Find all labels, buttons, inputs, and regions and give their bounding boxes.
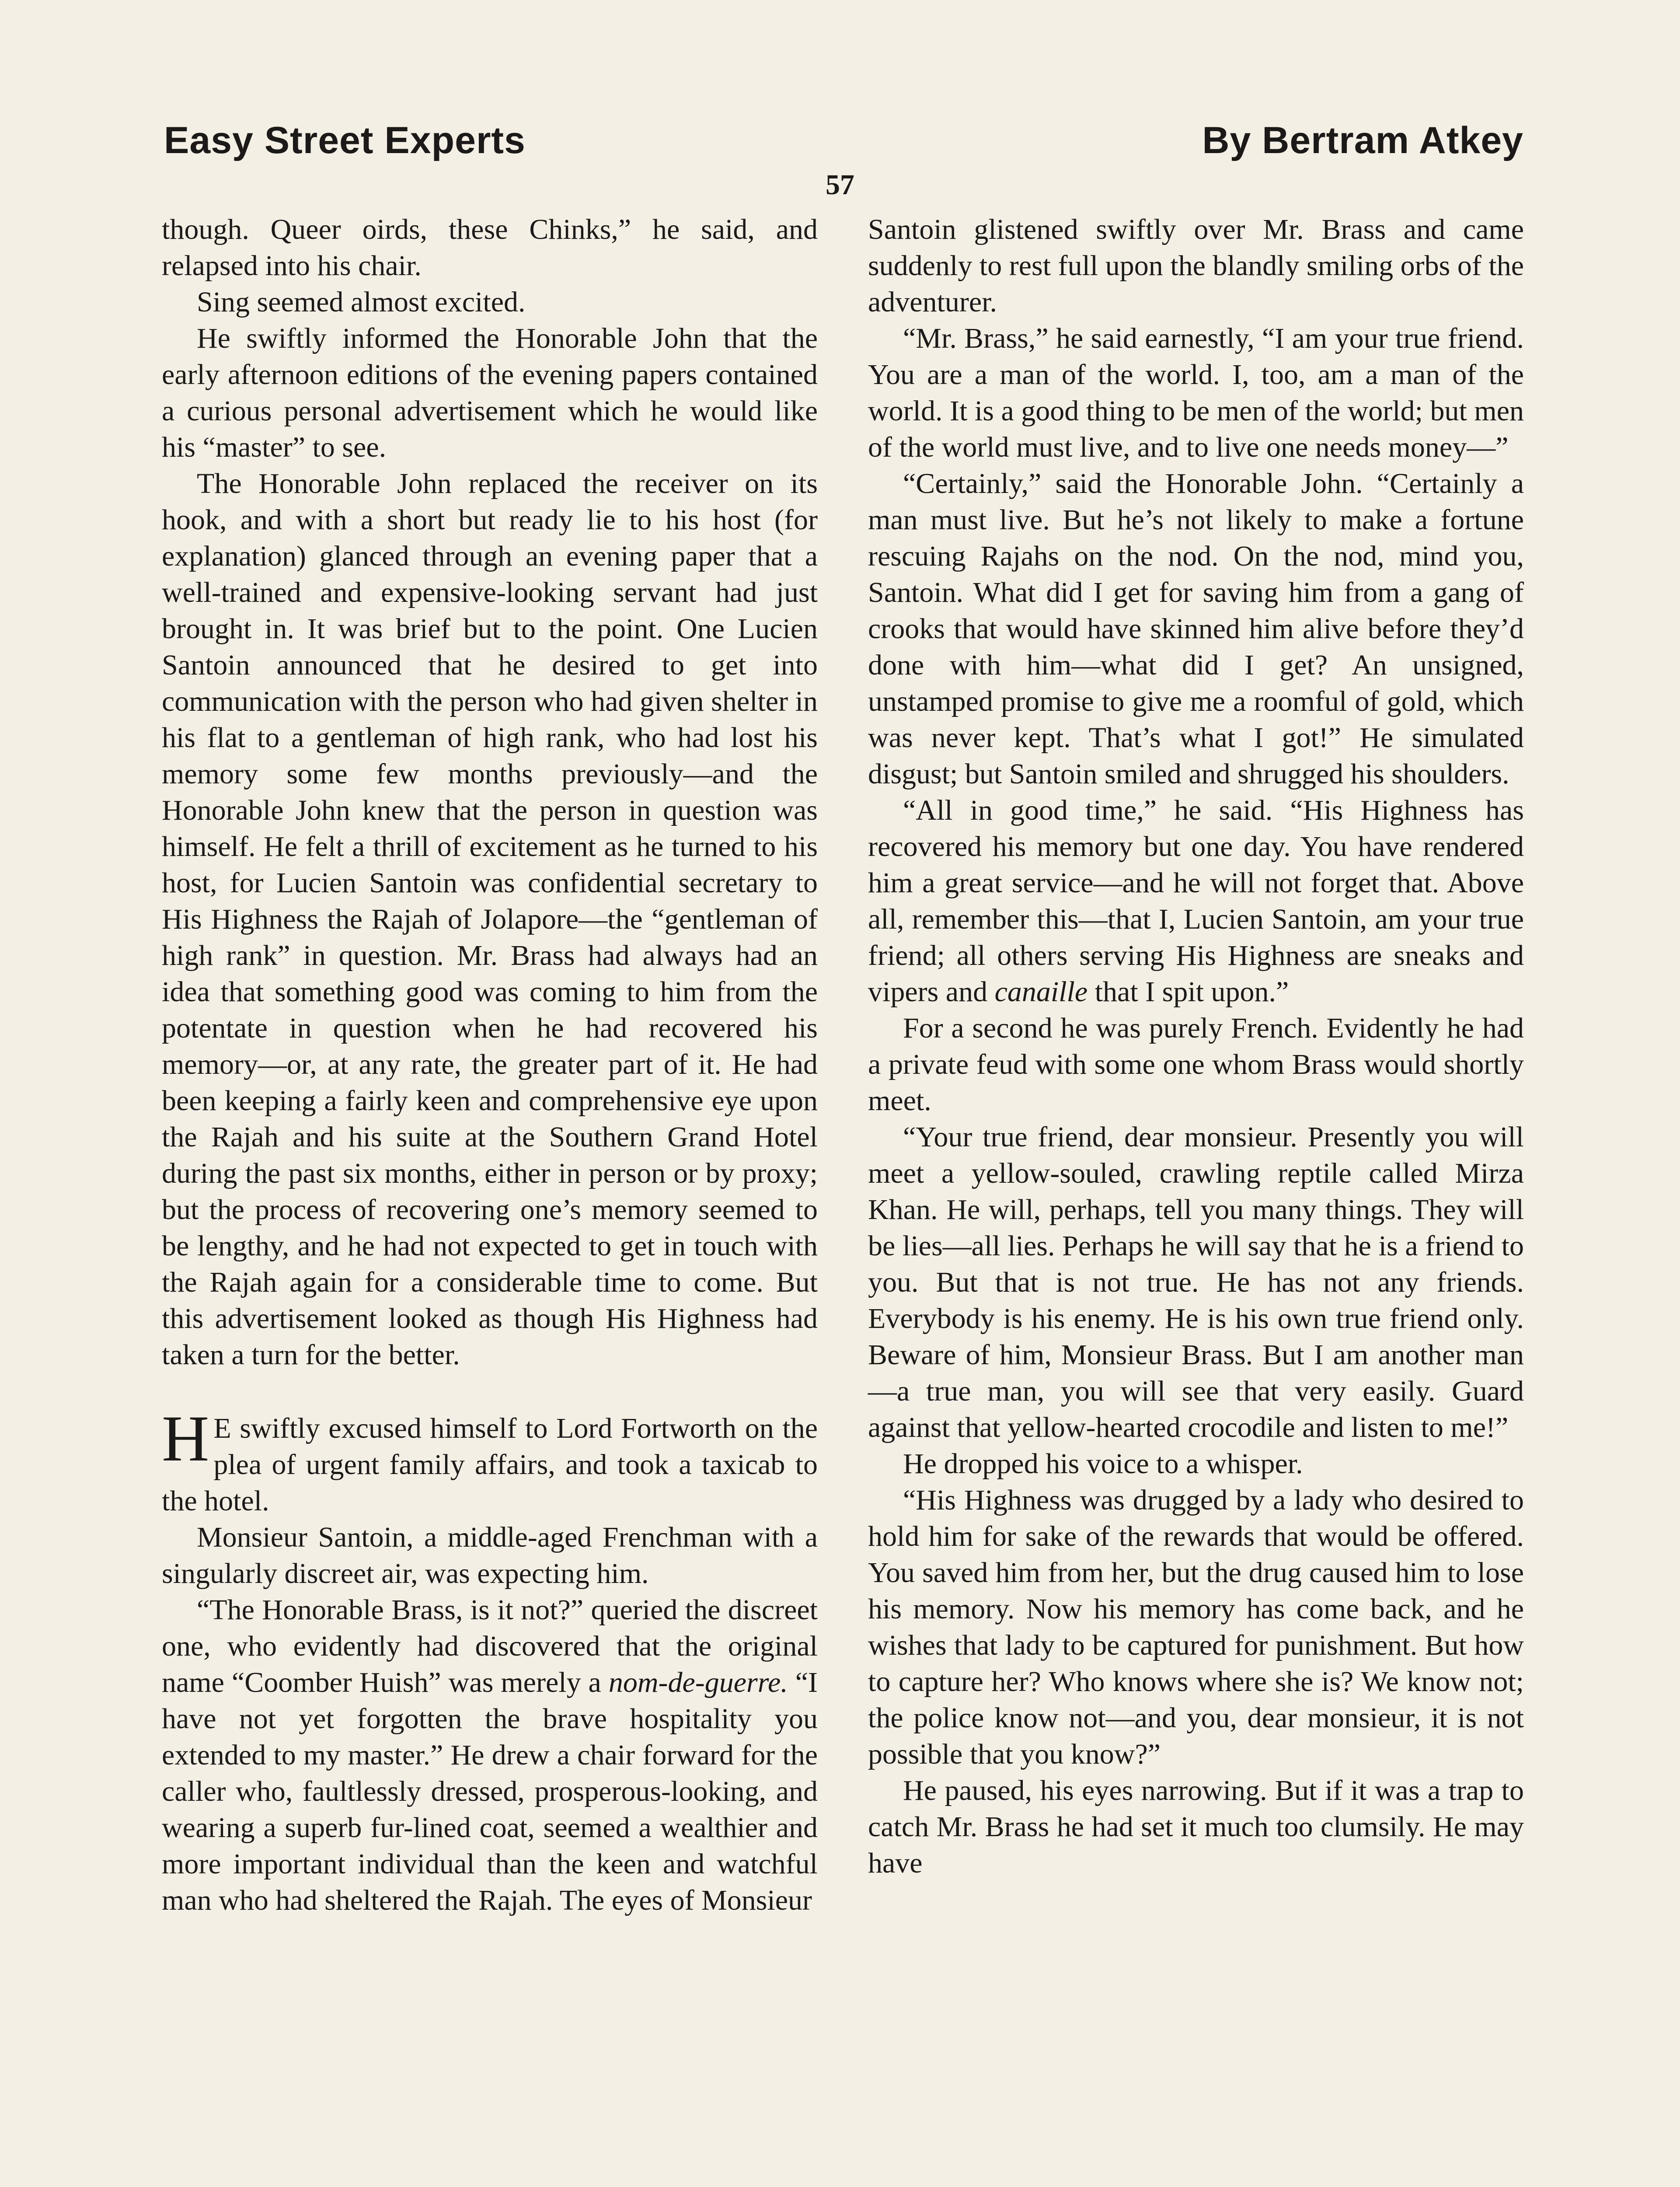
paragraph: He paused, his eyes narrowing. But if it was a trap to catch Mr. Brass he had set it much too clumsily. He may have — [868, 1775, 1524, 1879]
paragraph-text: “All in good time,” he said. “His Highness has recovered his memory but one day. You have rendered him a great service—and he will not forget that. Above all, remember this—that I, Lucien Santoin, am your true friend; all others serving His Highness are sneaks and vipers and — [868, 794, 1524, 1008]
italic-text: nom-de-guerre. — [608, 1666, 788, 1698]
story-title: Easy Street Experts — [164, 119, 526, 161]
running-header — [164, 119, 1523, 171]
paragraph — [868, 792, 1524, 1010]
paragraph: The Honorable John replaced the receiver on its hook, and with a short but ready lie to his host (for explanation) glanced through an evening paper that a well-trained and expensive-looking servant had just brought in. It was brief but to the point. One Lucien Santoin announced that he desired to get into communication with the person who had given shelter in his flat to a gentleman of high rank, who had lost his memory some few months previously—and the Honorable John knew that the person in question was himself. He felt a thrill of excitement as he turned to his host, for Lucien Santoin was confidential secretary to His Highness the Rajah of Jolapore—the “gentleman of high rank” in question. Mr. Brass had always had an idea that something good was coming to him from the potentate in question when he had recovered his memory—or, at any rate, the greater part of it. He had been keeping a fairly keen and comprehensive eye upon the Rajah and his suite at the Southern Grand Hotel during the past six months, either in person or by proxy; but the process of recovering one’s memory seemed to be lengthy, and he had not expected to get in touch with the Rajah again for a considerable time to come. But this advertisement looked as though His Highness had taken a turn for the better. — [162, 468, 818, 1371]
paragraph: For a second he was purely French. Evidently he had a private feud with some one whom Brass would shortly meet. — [868, 1012, 1524, 1117]
author-byline: By Bertram Atkey — [1202, 119, 1523, 161]
paragraph: Monsieur Santoin, a middle-aged Frenchman with a singularly discreet air, was expecting him. — [162, 1521, 818, 1590]
paragraph-text: that I spit upon.” — [1087, 976, 1289, 1008]
paragraph: “Mr. Brass,” he said earnestly, “I am your true friend. You are a man of the world. I, too, am a man of the world. It is a good thing to be men of the world; but men of the world must live, and to live one needs money—” — [868, 322, 1524, 463]
paragraph: He dropped his voice to a whisper. — [903, 1448, 1303, 1480]
paragraph: Santoin glistened swiftly over Mr. Brass and came suddenly to rest full upon the blandly smiling orbs of the adventurer. — [868, 213, 1524, 318]
paragraph-text: “I have not yet forgotten the brave hospitality you extended to my master.” He drew a chair forward for the caller who, faultlessly dressed, prosperous-looking, and wearing a superb fur-lined coat, seemed a wealthier and more important individual than the keen and watchful man who had sheltered the Rajah. The eyes of Monsieur — [162, 1666, 818, 1916]
paragraph-text: E swiftly excused himself to Lord Fortworth on the plea of urgent family affairs, and took a taxicab to the hotel. — [162, 1412, 818, 1517]
paragraph: “Your true friend, dear monsieur. Presently you will meet a yellow-souled, crawling reptile called Mirza Khan. He will, perhaps, tell you many things. They will be lies—all lies. Perhaps he will say that he is a friend to you. But that is not true. He has not any friends. Everybody is his enemy. He is his own true friend only. Beware of him, Monsieur Brass. But I am another man—a true man, you will see that very easily. Guard against that yellow-hearted crocodile and listen to me!” — [868, 1121, 1524, 1443]
right-column — [868, 211, 1524, 2187]
drop-cap: H — [162, 1402, 209, 1475]
paragraph: “Certainly,” said the Honorable John. “Certainly a man must live. But he’s not likely to make a fortune rescuing Rajahs on the nod. On the nod, mind you, Santoin. What did I get for saving him from a gang of crooks that would have skinned him alive before they’d done with him—what did I get? An unsigned, unstamped promise to give me a roomful of gold, which was never kept. That’s what I got!” He simulated disgust; but Santoin smiled and shrugged his shoulders. — [868, 468, 1524, 790]
section-start-paragraph — [162, 1402, 818, 1519]
paragraph: Sing seemed almost excited. — [197, 286, 526, 318]
page-number: 57 — [826, 169, 854, 201]
paragraph-text: “The Honorable Brass, is it not?” queried the discreet one, who evidently had discovered that the original name “Coomber Huish” was merely a — [162, 1594, 818, 1698]
paragraph: “His Highness was drugged by a lady who desired to hold him for sake of the rewards that would be offered. You saved him from her, but the drug caused him to lose his memory. Now his memory has come back, and he wishes that lady to be captured for punishment. But how to capture her? Who knows where she is? We know not; the police know not—and you, dear monsieur, it is not possible that you know?” — [868, 1484, 1524, 1770]
paragraph: though. Queer oirds, these Chinks,” he said, and relapsed into his chair. — [162, 213, 818, 282]
paragraph: He swiftly informed the Honorable John that the early afternoon editions of the evening papers contained a curious personal advertisement which he would like his “master” to see. — [162, 322, 818, 463]
paragraph — [162, 1592, 818, 1918]
left-column — [162, 211, 818, 2187]
italic-text: canaille — [994, 976, 1088, 1008]
